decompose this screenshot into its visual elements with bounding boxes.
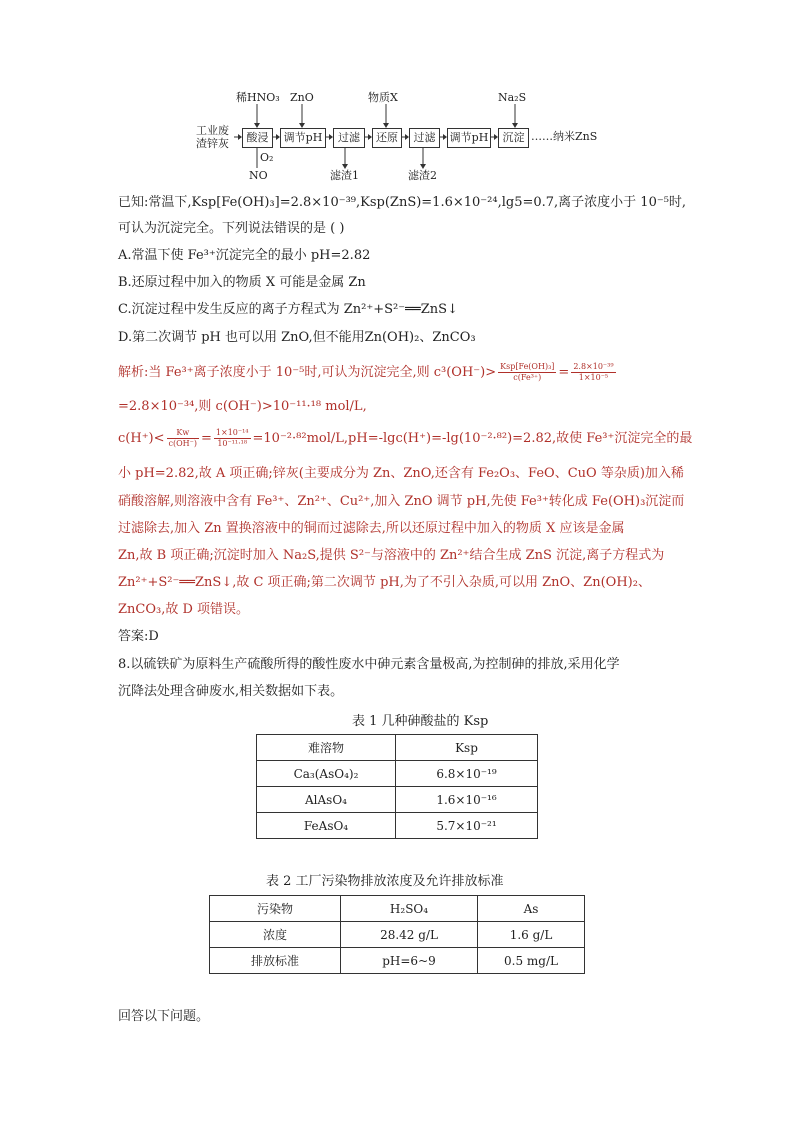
table-header-cell: Ksp — [396, 735, 538, 761]
gas-no: NO — [249, 169, 268, 182]
frac-denominator: c(Fe³⁺) — [513, 373, 542, 382]
table-cell: 28.42 g/L — [341, 922, 478, 948]
option-c: C.沉淀过程中发生反应的离子方程式为 Zn²⁺+S²⁻══ZnS↓ — [118, 302, 458, 317]
solution-text-1a: 解析:当 Fe³⁺离子浓度小于 10⁻⁵时,可认为沉淀完全,则 c³(OH⁻)> — [118, 365, 497, 380]
fraction-ksp-over-cfe — [498, 362, 556, 383]
reagent-na2s: Na₂S — [498, 91, 527, 104]
table-row — [210, 922, 585, 948]
option-d: D.第二次调节 pH 也可以用 ZnO,但不能用Zn(OH)₂、ZnCO₃ — [118, 330, 476, 345]
fraction-kw-values — [214, 428, 251, 449]
start-material-line2: 渣锌灰 — [196, 137, 229, 150]
solution-text-3b: =10⁻²·⁸²mol/L,pH=-lgc(H⁺)=-lg(10⁻²·⁸²)=2.82,故使 Fe³⁺沉淀完全的最 — [252, 431, 693, 446]
step-precipitate: 沉淀 — [498, 128, 529, 148]
process-flow-chart — [190, 90, 610, 185]
table-1-ksp — [256, 734, 538, 839]
table-cell: AlAsO₄ — [257, 787, 396, 813]
frac-numerator: 2.8×10⁻³⁹ — [573, 362, 614, 371]
fraction-kw-over-coh — [167, 428, 199, 449]
question-8-line-2: 沉降法处理含砷废水,相关数据如下表。 — [118, 684, 344, 699]
option-a: A.常温下使 Fe³⁺沉淀完全的最小 pH=2.82 — [118, 248, 371, 263]
table-header-cell: As — [478, 896, 585, 922]
answer-line: 答案:D — [118, 629, 159, 644]
given-line-2: 可认为沉淀完全。下列说法错误的是 ( ) — [118, 221, 345, 236]
product-label: ……纳米ZnS — [531, 130, 598, 143]
solution-line-1 — [118, 362, 618, 383]
frac-denominator: c(OH⁻) — [168, 439, 197, 448]
table-row — [257, 761, 538, 787]
table-row — [210, 948, 585, 974]
step-reduce: 还原 — [372, 128, 402, 148]
frac-denominator: 10⁻¹¹·¹⁸ — [217, 439, 248, 448]
frac-numerator: Ksp[Fe(OH)₃] — [500, 362, 555, 371]
step-filter-2: 过滤 — [409, 128, 440, 148]
table-2-emission — [209, 895, 585, 974]
table-cell: pH=6~9 — [341, 948, 478, 974]
solution-line-4: 小 pH=2.82,故 A 项正确;锌灰(主要成分为 Zn、ZnO,还含有 Fe₂O₃、FeO、CuO 等杂质)加入稀 — [118, 466, 684, 481]
table-cell: 浓度 — [210, 922, 341, 948]
solution-line-5: 硝酸溶解,则溶液中含有 Fe³⁺、Zn²⁺、Cu²⁺,加入 ZnO 调节 pH,先使 Fe³⁺转化成 Fe(OH)₃沉淀而 — [118, 494, 685, 509]
solution-line-6: 过滤除去,加入 Zn 置换溶液中的铜而过滤除去,所以还原过程中加入的物质 X 应该是金属 — [118, 521, 625, 536]
table-header-row — [257, 735, 538, 761]
table-2-caption: 表 2 工厂污染物排放浓度及允许排放标准 — [266, 874, 504, 889]
table-cell: 1.6 g/L — [478, 922, 585, 948]
solution-line-2: =2.8×10⁻³⁴,则 c(OH⁻)>10⁻¹¹·¹⁸ mol/L, — [118, 399, 367, 414]
step-adjust-ph-1: 调节pH — [280, 128, 326, 148]
gas-o2: O₂ — [260, 151, 274, 164]
solution-text-3a: c(H⁺)< — [118, 431, 165, 446]
step-filter-1: 过滤 — [333, 128, 365, 148]
equals-sign: = — [201, 431, 212, 446]
table-cell: 排放标准 — [210, 948, 341, 974]
table-1-caption: 表 1 几种砷酸盐的 Ksp — [352, 714, 489, 729]
step-adjust-ph-2: 调节pH — [447, 128, 491, 148]
frac-numerator: Kw — [167, 428, 199, 439]
fraction-values — [571, 362, 615, 383]
reagent-zno: ZnO — [290, 91, 314, 104]
table-row — [257, 787, 538, 813]
table-cell: 5.7×10⁻²¹ — [396, 813, 538, 839]
table-cell: 1.6×10⁻¹⁶ — [396, 787, 538, 813]
table-cell: 6.8×10⁻¹⁹ — [396, 761, 538, 787]
reagent-x: 物质X — [368, 91, 398, 104]
table-header-cell: 难溶物 — [257, 735, 396, 761]
residue-1: 滤渣1 — [330, 169, 359, 182]
frac-denominator: 1×10⁻⁵ — [578, 373, 609, 382]
closing-line: 回答以下问题。 — [118, 1009, 210, 1024]
solution-line-8: Zn²⁺+S²⁻══ZnS↓,故 C 项正确;第二次调节 pH,为了不引入杂质,可以用 ZnO、Zn(OH)₂、 — [118, 575, 651, 590]
reagent-hno3: 稀HNO₃ — [236, 91, 280, 104]
solution-line-9: ZnCO₃,故 D 项错误。 — [118, 602, 250, 617]
step-acid-leach: 酸浸 — [242, 128, 273, 148]
solution-line-7: Zn,故 B 项正确;沉淀时加入 Na₂S,提供 S²⁻与溶液中的 Zn²⁺结合生成 ZnS 沉淀,离子方程式为 — [118, 548, 665, 563]
table-header-row — [210, 896, 585, 922]
table-header-cell: 污染物 — [210, 896, 341, 922]
solution-line-3 — [118, 428, 692, 449]
table-cell: Ca₃(AsO₄)₂ — [257, 761, 396, 787]
given-line-1: 已知:常温下,Ksp[Fe(OH)₃]=2.8×10⁻³⁹,Ksp(ZnS)=1.6×10⁻²⁴,lg5=0.7,离子浓度小于 10⁻⁵时, — [118, 195, 687, 210]
equals-sign: = — [558, 365, 570, 380]
question-8-line-1: 8.以硫铁矿为原料生产硫酸所得的酸性废水中砷元素含量极高,为控制砷的排放,采用化学 — [118, 657, 620, 672]
table-header-cell: H₂SO₄ — [341, 896, 478, 922]
option-b: B.还原过程中加入的物质 X 可能是金属 Zn — [118, 275, 366, 290]
frac-numerator: 1×10⁻¹⁴ — [215, 428, 249, 437]
table-row — [257, 813, 538, 839]
table-cell: FeAsO₄ — [257, 813, 396, 839]
start-material-line1: 工业废 — [196, 124, 229, 137]
table-cell: 0.5 mg/L — [478, 948, 585, 974]
residue-2: 滤渣2 — [408, 169, 437, 182]
